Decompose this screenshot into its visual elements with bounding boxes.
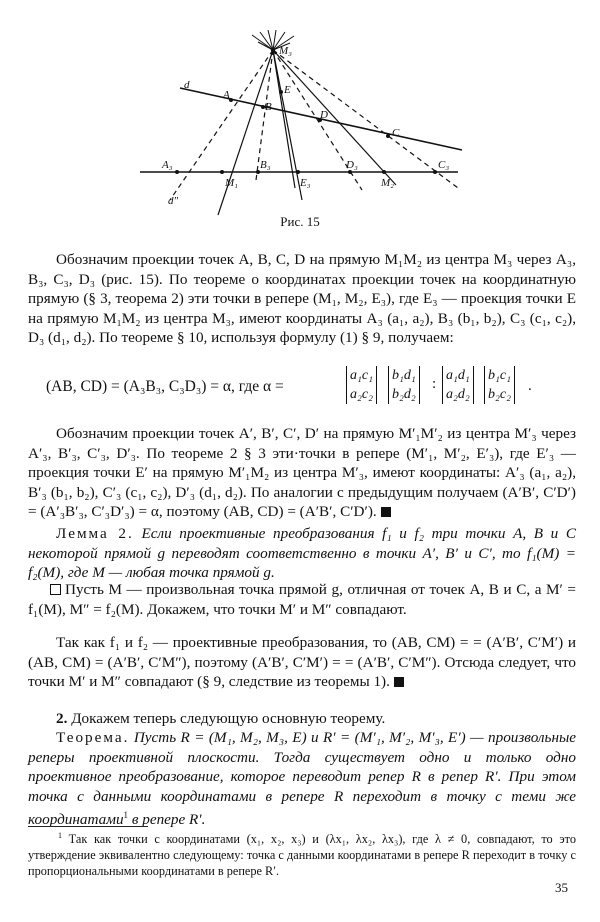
paragraph-projections bbox=[28, 250, 576, 348]
det-ad-bottom: a₂d₂ bbox=[446, 387, 470, 402]
label-c3: C₃ bbox=[438, 159, 450, 171]
cross-ratio-formula bbox=[28, 366, 576, 410]
det-ad-top: a₁d₁ bbox=[446, 368, 470, 383]
projection-rays bbox=[170, 50, 458, 215]
label-d-double-prime: d″ bbox=[168, 195, 179, 207]
label-c: C bbox=[392, 127, 400, 139]
footnote-text: Так как точки с координатами (x₁, x₂, x₃) и (λx₁, λx₂, λx₃), где λ ≠ 0, совпадают, то это утверждение эквивалентно следующему: точка с данными координатами в репере R переходит в точку с пропорциональными координатами в репере R′. bbox=[28, 832, 576, 879]
label-e: E bbox=[284, 84, 291, 96]
label-a: A bbox=[223, 89, 230, 101]
determinant-ad bbox=[442, 366, 474, 404]
formula-period: . bbox=[528, 378, 532, 394]
lemma-2 bbox=[28, 524, 576, 583]
label-m2: M₂ bbox=[381, 177, 394, 189]
det-bc-top: b₁c₁ bbox=[488, 368, 511, 383]
projection-diagram bbox=[140, 30, 470, 220]
determinant-ac bbox=[346, 366, 377, 404]
qed-mark bbox=[381, 507, 391, 517]
section-number: 2. bbox=[56, 710, 68, 727]
theorem-tail: в репере R′. bbox=[131, 811, 206, 829]
formula-colon: : bbox=[432, 376, 437, 392]
theorem-heading: Теорема. bbox=[56, 729, 130, 746]
theorem-statement: Пусть R = (M₁, M₂, M₃, E) и R′ = (M′₁, M′₂, M′₃, E′) — произвольные реперы проективной плоскости. Тогда существует одно и только одно проективное преобразование, которое переводит репер R в репер R′. При этом точка с данными координатами в репере R переходит в точку с теми же координатами bbox=[28, 729, 577, 829]
label-b3: B₃ bbox=[260, 159, 271, 171]
label-b: B bbox=[265, 101, 272, 113]
paragraph-1-text: Обозначим проекции точек A, B, C, D на прямую M₁M₂ из центра M₃ через A₃, B₃, C₃, D₃ (рис. 15). По теореме о координатах проекции точек на координатную прямую (§ 3, теорема 2) эти точки в репере (M₁, M₂, E₃), где E₃ — проекция точки E на прямую M₁M₂ из центра M₃, имеют координаты A₃ (a₁, a₂), B₃ (b₁, b₂), C₃ (c₁, c₂), D₃ (d₁, d₂). По теореме § 10, используя формулу (1) § 9, получаем: bbox=[28, 251, 576, 347]
lemma-statement: Если проективные преобразования f₁ и f₂ три точки A, B и C некоторой прямой g переводят соответственно в точки A′, B′ и C′, то f₁(M) = f₂(M), где M — любая точка прямой g. bbox=[28, 525, 577, 582]
footnote-mark: 1 bbox=[58, 831, 62, 840]
det-ac-bottom: a₂c₂ bbox=[350, 387, 373, 402]
label-m1: M₁ bbox=[225, 177, 238, 189]
proof-start-mark bbox=[50, 584, 61, 595]
paragraph-primed-projections bbox=[28, 424, 576, 522]
lemma-heading: Лемма 2. bbox=[56, 525, 134, 542]
figure-caption: Рис. 15 bbox=[280, 214, 320, 229]
page-number: 35 bbox=[555, 880, 568, 895]
label-m3: M₃ bbox=[279, 45, 292, 57]
paragraph-main-theorem-intro bbox=[28, 709, 576, 729]
paragraph-5-text: Докажем теперь следующую основную теорему. bbox=[71, 710, 386, 727]
paragraph-proof-start bbox=[28, 580, 576, 619]
theorem bbox=[28, 728, 576, 830]
points bbox=[175, 48, 437, 174]
det-bd-bottom: b₂d₂ bbox=[392, 387, 416, 402]
determinant-bc bbox=[484, 366, 515, 404]
label-d: d bbox=[184, 79, 190, 91]
footnote bbox=[28, 828, 576, 879]
footnote-ref: 1 bbox=[123, 810, 129, 821]
det-bd-top: b₁d₁ bbox=[392, 368, 416, 383]
paragraph-2-text: Обозначим проекции точек A′, B′, C′, D′ на прямую M′₁M′₂ из центра M′₃ через A′₃, B′₃, C′₃, D′₃. По теореме 2 § 3 эти·точки в репере (M′₁, M′₂, E′₃), где E′₃ — проекция точки E′ на прямую M′₁M₂ из центра M′₃, имеют координаты: A′₃ (a₁, a₂), B′₃ (b₁, b₂), C′₃ (c₁, c₂), D′₃ (d₁, d₂). По аналогии с предыдущим получаем (A′B′, C′D′) = (A′₃B′₃, C′₃D′₃) = α, поэтому (AB, CD) = (A′B′, C′D′). bbox=[28, 425, 576, 521]
determinant-bd bbox=[388, 366, 420, 404]
paragraph-4-text: Так как f₁ и f₂ — проективные преобразования, то (AB, CM) = = (A′B′, C′M′) и (AB, CM) = (A′B′, C′M″), поэтому (A′B′, C′M′) = = (A′B′, C′M″). Отсюда следует, что точки M′ и M″ совпадают (§ 9, следствие из теоремы 1). bbox=[28, 634, 576, 691]
paragraph-3-text: Пусть M — произвольная точка прямой g, отличная от точек A, B и C, а M′ = f₁(M), M″ = f₂(M). Докажем, что точки M′ и M″ совпадают. bbox=[28, 581, 576, 618]
det-ac-top: a₁c₁ bbox=[350, 368, 373, 383]
label-a3: A₃ bbox=[162, 159, 173, 171]
det-bc-bottom: b₂c₂ bbox=[488, 387, 511, 402]
label-d-point: D bbox=[320, 109, 328, 121]
paragraph-proof-body bbox=[28, 633, 576, 692]
label-e3: E₃ bbox=[300, 177, 311, 189]
qed-mark-2 bbox=[394, 677, 404, 687]
figure-15 bbox=[140, 30, 470, 220]
label-d3: D₃ bbox=[346, 159, 358, 171]
footnote-divider bbox=[28, 826, 148, 827]
formula-lhs: (AB, CD) = (A₃B₃, C₃D₃) = α, где α = bbox=[46, 378, 284, 395]
